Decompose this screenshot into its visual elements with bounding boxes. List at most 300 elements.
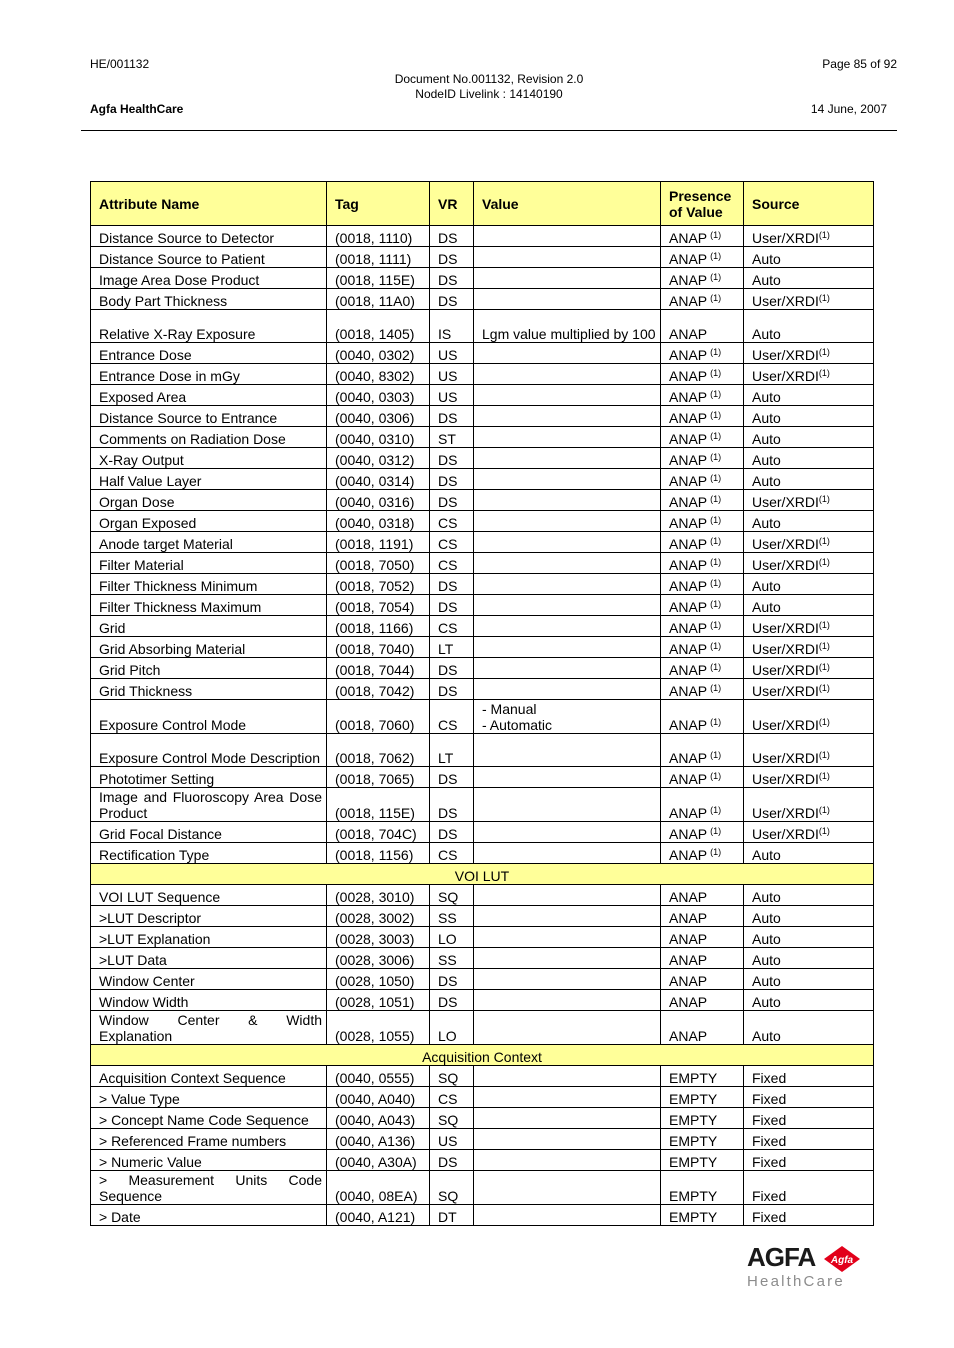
- vr-cell: SQ: [430, 885, 474, 906]
- tag-cell: (0018, 1111): [327, 247, 430, 268]
- vr-cell: CS: [430, 553, 474, 574]
- presence-value: ANAP: [669, 620, 708, 636]
- vr-cell: DS: [430, 268, 474, 289]
- tag-cell: (0028, 3010): [327, 885, 430, 906]
- tag-cell: (0028, 1051): [327, 990, 430, 1011]
- presence-value: ANAP: [669, 431, 708, 447]
- source-cell: [744, 553, 874, 574]
- attribute-name-cell: Filter Thickness Minimum: [91, 574, 327, 595]
- presence-cell: [661, 364, 744, 385]
- source-value: User/XRDI: [752, 347, 819, 363]
- presence-value: ANAP: [669, 557, 708, 573]
- source-value: User/XRDI: [752, 536, 819, 552]
- attribute-name-cell: Grid Pitch: [91, 658, 327, 679]
- footnote-marker: (1): [710, 452, 722, 462]
- column-header: Tag: [327, 182, 430, 226]
- value-cell: [474, 226, 661, 247]
- presence-value: EMPTY: [669, 1091, 718, 1107]
- table-row: [91, 1066, 874, 1087]
- vr-cell: SQ: [430, 1066, 474, 1087]
- document-date: 14 June, 2007: [810, 102, 887, 116]
- vr-cell: DS: [430, 469, 474, 490]
- table-row: [91, 247, 874, 268]
- source-cell: [744, 990, 874, 1011]
- presence-value: EMPTY: [669, 1154, 718, 1170]
- presence-cell: [661, 490, 744, 511]
- value-cell: [474, 343, 661, 364]
- tag-cell: (0040, 08EA): [327, 1171, 430, 1205]
- attribute-name-cell: Phototimer Setting: [91, 767, 327, 788]
- table-row: [91, 595, 874, 616]
- vr-cell: SQ: [430, 1108, 474, 1129]
- presence-value: ANAP: [669, 326, 708, 342]
- presence-cell: [661, 310, 744, 343]
- footnote-marker: (1): [710, 473, 722, 483]
- table-row: [91, 574, 874, 595]
- source-value: User/XRDI: [752, 230, 819, 246]
- table-row: [91, 268, 874, 289]
- presence-value: EMPTY: [669, 1133, 718, 1149]
- presence-cell: [661, 906, 744, 927]
- source-cell: [744, 679, 874, 700]
- footnote-marker: (1): [710, 620, 722, 630]
- presence-cell: [661, 385, 744, 406]
- presence-value: ANAP: [669, 994, 708, 1010]
- tag-cell: (0018, 1110): [327, 226, 430, 247]
- value-cell: [474, 406, 661, 427]
- presence-value: ANAP: [669, 683, 708, 699]
- value-cell: [474, 1150, 661, 1171]
- tag-cell: (0040, 0314): [327, 469, 430, 490]
- footnote-marker: (1): [710, 599, 722, 609]
- column-header: VR: [430, 182, 474, 226]
- tag-cell: (0018, 7042): [327, 679, 430, 700]
- table-row: [91, 822, 874, 843]
- presence-cell: [661, 843, 744, 864]
- vr-cell: LT: [430, 637, 474, 658]
- presence-cell: [661, 948, 744, 969]
- vr-cell: SQ: [430, 1171, 474, 1205]
- value-cell: [474, 767, 661, 788]
- tag-cell: (0040, 0318): [327, 511, 430, 532]
- source-value: Auto: [752, 599, 781, 615]
- presence-value: ANAP: [669, 452, 708, 468]
- table-row: [91, 469, 874, 490]
- tag-cell: (0040, A30A): [327, 1150, 430, 1171]
- footnote-marker: (1): [818, 536, 830, 546]
- source-cell: [744, 1171, 874, 1205]
- presence-value: ANAP: [669, 847, 708, 863]
- source-value: User/XRDI: [752, 717, 819, 733]
- tag-cell: (0018, 7065): [327, 767, 430, 788]
- attribute-name-cell: Distance Source to Detector: [91, 226, 327, 247]
- presence-value: ANAP: [669, 641, 708, 657]
- attribute-name-cell: Anode target Material: [91, 532, 327, 553]
- vr-cell: DS: [430, 822, 474, 843]
- presence-value: ANAP: [669, 805, 708, 821]
- source-value: Auto: [752, 515, 781, 531]
- value-cell: [474, 658, 661, 679]
- presence-cell: [661, 1150, 744, 1171]
- table-row: [91, 1171, 874, 1205]
- presence-value: ANAP: [669, 931, 708, 947]
- value-cell: [474, 700, 661, 734]
- presence-value: ANAP: [669, 889, 708, 905]
- table-row: [91, 1150, 874, 1171]
- vr-cell: CS: [430, 511, 474, 532]
- source-value: Auto: [752, 910, 781, 926]
- tag-cell: (0040, 0555): [327, 1066, 430, 1087]
- tag-cell: (0018, 7050): [327, 553, 430, 574]
- footnote-marker: (1): [710, 847, 722, 857]
- table-row: [91, 1108, 874, 1129]
- source-value: User/XRDI: [752, 641, 819, 657]
- presence-cell: [661, 268, 744, 289]
- attribute-name-cell: > Concept Name Code Sequence: [91, 1108, 327, 1129]
- presence-cell: [661, 822, 744, 843]
- source-value: Auto: [752, 1028, 781, 1044]
- attribute-name-cell: > Date: [91, 1205, 327, 1226]
- attribute-name-cell: Grid Focal Distance: [91, 822, 327, 843]
- svg-text:Agfa: Agfa: [830, 1255, 854, 1266]
- table-row: [91, 843, 874, 864]
- source-cell: [744, 469, 874, 490]
- table-row: [91, 885, 874, 906]
- value-cell: [474, 289, 661, 310]
- vr-cell: US: [430, 364, 474, 385]
- attribute-name-cell: Rectification Type: [91, 843, 327, 864]
- source-cell: [744, 532, 874, 553]
- presence-cell: [661, 1087, 744, 1108]
- table-row: [91, 906, 874, 927]
- presence-value: ANAP: [669, 952, 708, 968]
- vr-cell: LT: [430, 734, 474, 767]
- tag-cell: (0028, 3002): [327, 906, 430, 927]
- footnote-marker: (1): [710, 251, 722, 261]
- presence-cell: [661, 427, 744, 448]
- footnote-marker: (1): [818, 662, 830, 672]
- presence-cell: [661, 658, 744, 679]
- vr-cell: IS: [430, 310, 474, 343]
- presence-cell: [661, 1108, 744, 1129]
- source-cell: [744, 700, 874, 734]
- vr-cell: CS: [430, 700, 474, 734]
- attribute-name-cell: >LUT Data: [91, 948, 327, 969]
- presence-cell: [661, 511, 744, 532]
- attribute-name-cell: Entrance Dose in mGy: [91, 364, 327, 385]
- value-cell: [474, 247, 661, 268]
- source-cell: [744, 1066, 874, 1087]
- footnote-marker: (1): [818, 620, 830, 630]
- value-cell: [474, 734, 661, 767]
- value-cell: [474, 511, 661, 532]
- source-value: User/XRDI: [752, 826, 819, 842]
- company-name: Agfa HealthCare: [90, 102, 184, 116]
- source-cell: [744, 268, 874, 289]
- value-cell: [474, 553, 661, 574]
- source-cell: [744, 885, 874, 906]
- value-cell: [474, 268, 661, 289]
- footnote-marker: (1): [710, 368, 722, 378]
- presence-value: ANAP: [669, 410, 708, 426]
- presence-cell: [661, 616, 744, 637]
- logo-subtext: HealthCare: [747, 1273, 845, 1290]
- presence-value: ANAP: [669, 347, 708, 363]
- presence-value: ANAP: [669, 599, 708, 615]
- presence-value: ANAP: [669, 1028, 708, 1044]
- footnote-marker: (1): [818, 826, 830, 836]
- section-title: Acquisition Context: [91, 1045, 874, 1066]
- presence-value: ANAP: [669, 515, 708, 531]
- presence-value: ANAP: [669, 536, 708, 552]
- value-cell: [474, 1205, 661, 1226]
- source-value: User/XRDI: [752, 293, 819, 309]
- value-cell: [474, 1108, 661, 1129]
- source-cell: [744, 247, 874, 268]
- source-value: Auto: [752, 473, 781, 489]
- source-value: User/XRDI: [752, 750, 819, 766]
- attribute-name-cell: X-Ray Output: [91, 448, 327, 469]
- table-row: [91, 226, 874, 247]
- value-cell: [474, 532, 661, 553]
- source-value: Auto: [752, 431, 781, 447]
- footnote-marker: (1): [818, 750, 830, 760]
- footnote-marker: (1): [710, 578, 722, 588]
- tag-cell: (0018, 7060): [327, 700, 430, 734]
- page-number: Page 85 of 92: [822, 57, 897, 71]
- attribute-name-cell: >LUT Explanation: [91, 927, 327, 948]
- presence-value: ANAP: [669, 494, 708, 510]
- presence-value: ANAP: [669, 771, 708, 787]
- node-id: NodeID Livelink : 14140190: [415, 87, 563, 101]
- value-cell: [474, 990, 661, 1011]
- presence-cell: [661, 700, 744, 734]
- tag-cell: (0040, 0316): [327, 490, 430, 511]
- agfa-healthcare-logo: [745, 1240, 865, 1290]
- table-row: [91, 734, 874, 767]
- attribute-name-cell: > Value Type: [91, 1087, 327, 1108]
- source-cell: [744, 406, 874, 427]
- vr-cell: SS: [430, 906, 474, 927]
- footnote-marker: (1): [710, 557, 722, 567]
- source-value: Fixed: [752, 1112, 787, 1128]
- footnote-marker: (1): [818, 771, 830, 781]
- table-row: [91, 927, 874, 948]
- attribute-name-cell: > Referenced Frame numbers: [91, 1129, 327, 1150]
- vr-cell: US: [430, 385, 474, 406]
- source-value: Auto: [752, 994, 781, 1010]
- source-cell: [744, 1150, 874, 1171]
- table-row: [91, 1011, 874, 1045]
- table-row: [91, 310, 874, 343]
- value-cell: [474, 927, 661, 948]
- value-cell: [474, 969, 661, 990]
- tag-cell: (0018, 7044): [327, 658, 430, 679]
- presence-cell: [661, 1205, 744, 1226]
- attribute-name-cell: Filter Thickness Maximum: [91, 595, 327, 616]
- footnote-marker: (1): [710, 515, 722, 525]
- tag-cell: (0018, 1156): [327, 843, 430, 864]
- vr-cell: CS: [430, 616, 474, 637]
- presence-value: EMPTY: [669, 1188, 718, 1204]
- value-line: - Automatic: [482, 717, 553, 733]
- footnote-marker: (1): [710, 826, 722, 836]
- presence-value: ANAP: [669, 662, 708, 678]
- footnote-marker: (1): [710, 230, 722, 240]
- tag-cell: (0018, 7040): [327, 637, 430, 658]
- source-cell: [744, 658, 874, 679]
- presence-value: ANAP: [669, 578, 708, 594]
- value-line: - Manual: [482, 701, 537, 717]
- source-cell: [744, 310, 874, 343]
- footnote-marker: (1): [818, 717, 830, 727]
- source-value: Auto: [752, 410, 781, 426]
- vr-cell: DS: [430, 490, 474, 511]
- value-cell: [474, 885, 661, 906]
- footnote-marker: (1): [710, 641, 722, 651]
- tag-cell: (0040, 0312): [327, 448, 430, 469]
- footnote-marker: (1): [818, 557, 830, 567]
- source-cell: [744, 511, 874, 532]
- value-cell: [474, 574, 661, 595]
- value-cell: [474, 490, 661, 511]
- presence-cell: [661, 289, 744, 310]
- tag-cell: (0040, 0303): [327, 385, 430, 406]
- section-row: [91, 864, 874, 885]
- presence-value: ANAP: [669, 368, 708, 384]
- table-row: [91, 532, 874, 553]
- vr-cell: SS: [430, 948, 474, 969]
- value-cell: [474, 637, 661, 658]
- source-value: Fixed: [752, 1070, 787, 1086]
- attribute-name-cell: > Measurement Units Code Sequence: [91, 1171, 327, 1205]
- footnote-marker: (1): [818, 368, 830, 378]
- source-value: User/XRDI: [752, 662, 819, 678]
- section-row: [91, 1045, 874, 1066]
- presence-cell: [661, 788, 744, 822]
- source-cell: [744, 822, 874, 843]
- footnote-marker: (1): [710, 805, 722, 815]
- presence-cell: [661, 885, 744, 906]
- value-cell: [474, 385, 661, 406]
- value-cell: [474, 1129, 661, 1150]
- presence-cell: [661, 1129, 744, 1150]
- presence-value: ANAP: [669, 473, 708, 489]
- attribute-name-cell: Half Value Layer: [91, 469, 327, 490]
- source-cell: [744, 843, 874, 864]
- value-cell: [474, 448, 661, 469]
- vr-cell: DS: [430, 247, 474, 268]
- source-value: Auto: [752, 952, 781, 968]
- presence-value: ANAP: [669, 750, 708, 766]
- attribute-name-cell: > Numeric Value: [91, 1150, 327, 1171]
- attribute-name-cell: Distance Source to Entrance: [91, 406, 327, 427]
- table-row: [91, 289, 874, 310]
- presence-cell: [661, 1011, 744, 1045]
- vr-cell: DS: [430, 574, 474, 595]
- tag-cell: (0018, 115E): [327, 268, 430, 289]
- source-cell: [744, 595, 874, 616]
- presence-cell: [661, 637, 744, 658]
- table-row: [91, 1087, 874, 1108]
- source-value: Auto: [752, 847, 781, 863]
- attribute-name-cell: Grid Absorbing Material: [91, 637, 327, 658]
- tag-cell: (0028, 3003): [327, 927, 430, 948]
- source-cell: [744, 948, 874, 969]
- value-cell: [474, 679, 661, 700]
- table-row: [91, 700, 874, 734]
- logo-badge-icon: [824, 1246, 860, 1272]
- value-cell: [474, 948, 661, 969]
- value-cell: [474, 822, 661, 843]
- presence-cell: [661, 734, 744, 767]
- presence-value: EMPTY: [669, 1209, 718, 1225]
- tag-cell: (0018, 7054): [327, 595, 430, 616]
- presence-cell: [661, 226, 744, 247]
- footnote-marker: (1): [710, 272, 722, 282]
- vr-cell: DS: [430, 969, 474, 990]
- tag-cell: (0040, 8302): [327, 364, 430, 385]
- table-row: [91, 990, 874, 1011]
- table-header-row: [91, 182, 874, 226]
- vr-cell: DS: [430, 595, 474, 616]
- column-header: Value: [474, 182, 661, 226]
- tag-cell: (0028, 1055): [327, 1011, 430, 1045]
- source-cell: [744, 1205, 874, 1226]
- attribute-name-cell: >LUT Descriptor: [91, 906, 327, 927]
- tag-cell: (0040, A040): [327, 1087, 430, 1108]
- presence-cell: [661, 343, 744, 364]
- presence-value: ANAP: [669, 973, 708, 989]
- logo-wordmark: AGFA: [747, 1242, 816, 1272]
- tag-cell: (0018, 7052): [327, 574, 430, 595]
- source-cell: [744, 490, 874, 511]
- source-value: User/XRDI: [752, 494, 819, 510]
- source-cell: [744, 1129, 874, 1150]
- source-value: User/XRDI: [752, 805, 819, 821]
- source-value: Auto: [752, 578, 781, 594]
- presence-value: ANAP: [669, 293, 708, 309]
- tag-cell: (0040, 0310): [327, 427, 430, 448]
- attribute-name-cell: Filter Material: [91, 553, 327, 574]
- vr-cell: DS: [430, 406, 474, 427]
- attribute-name-cell: Comments on Radiation Dose: [91, 427, 327, 448]
- table-row: [91, 637, 874, 658]
- footnote-marker: (1): [710, 717, 722, 727]
- source-cell: [744, 788, 874, 822]
- source-cell: [744, 969, 874, 990]
- footnote-marker: (1): [818, 805, 830, 815]
- table-row: [91, 427, 874, 448]
- table-row: [91, 406, 874, 427]
- source-value: Fixed: [752, 1188, 787, 1204]
- source-value: User/XRDI: [752, 620, 819, 636]
- source-cell: [744, 616, 874, 637]
- vr-cell: US: [430, 1129, 474, 1150]
- tag-cell: (0018, 1191): [327, 532, 430, 553]
- source-cell: [744, 1011, 874, 1045]
- table-row: [91, 767, 874, 788]
- value-cell: [474, 788, 661, 822]
- presence-cell: [661, 595, 744, 616]
- presence-cell: [661, 406, 744, 427]
- vr-cell: DS: [430, 990, 474, 1011]
- presence-value: EMPTY: [669, 1112, 718, 1128]
- footnote-marker: (1): [710, 293, 722, 303]
- header-divider: [81, 130, 897, 131]
- presence-cell: [661, 448, 744, 469]
- source-value: Auto: [752, 389, 781, 405]
